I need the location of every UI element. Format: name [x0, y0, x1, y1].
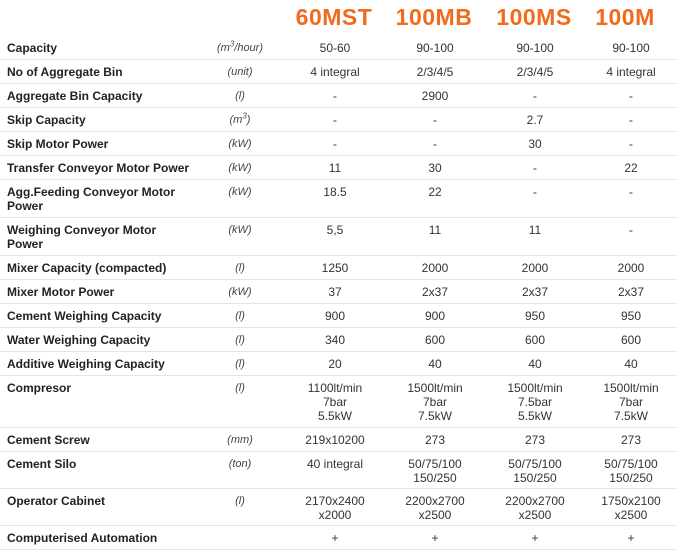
spec-unit [195, 489, 285, 526]
table-row [0, 36, 677, 60]
spec-value-100ms: - [485, 156, 585, 180]
spec-value-60mst: 18.5 [285, 180, 385, 218]
spec-unit [195, 218, 285, 256]
spec-value-100mb: 1500lt/min 7bar 7.5kW [385, 376, 485, 428]
spec-unit [195, 428, 285, 452]
spec-name: Agg.Feeding Conveyor Motor Power [0, 180, 195, 218]
unit-superscript: 3 [229, 39, 235, 49]
unit-suffix: /hour) [234, 42, 264, 54]
spec-value-100ms: 2/3/4/5 [485, 60, 585, 84]
spec-value-100mb: 90-100 [385, 36, 485, 60]
unit-prefix: (kW) [228, 224, 252, 236]
spec-value-100mb: 30 [385, 156, 485, 180]
spec-value-60mst: 40 integral [285, 452, 385, 489]
unit-prefix: (kW) [228, 186, 252, 198]
spec-name: Weighing Conveyor Motor Power [0, 218, 195, 256]
spec-value-100m: 950 [585, 304, 677, 328]
spec-unit [195, 256, 285, 280]
spec-name: Operator Cabinet [0, 489, 195, 526]
spec-name: Mixer Capacity (compacted) [0, 256, 195, 280]
spec-value-100ms: 2000 [485, 256, 585, 280]
spec-value-100ms: 50/75/100 150/250 [485, 452, 585, 489]
spec-value-100ms: 1500lt/min 7.5bar 5.5kW [485, 376, 585, 428]
spec-name: Capacity [0, 36, 195, 60]
spec-value-60mst: 340 [285, 328, 385, 352]
spec-value-100ms: 2200x2700 x2500 [485, 489, 585, 526]
spec-unit [195, 452, 285, 489]
spec-value-60mst: + [285, 526, 385, 550]
table-row [0, 132, 677, 156]
spec-value-100mb: 22 [385, 180, 485, 218]
spec-value-100m: 90-100 [585, 36, 677, 60]
spec-value-100mb: 2200x2700 x2500 [385, 489, 485, 526]
model-header-100mb: 100MB [395, 4, 473, 30]
spec-value-100mb: 11 [385, 218, 485, 256]
spec-value-60mst: 2170x2400 x2000 [285, 489, 385, 526]
spec-value-100m: 1500lt/min 7bar 7.5kW [585, 376, 677, 428]
table-row [0, 328, 677, 352]
spec-name: Computerised Automation [0, 526, 195, 550]
spec-unit [195, 36, 285, 60]
spec-name: Skip Capacity [0, 108, 195, 132]
spec-value-100m: 1750x2100 x2500 [585, 489, 677, 526]
spec-value-100ms: 40 [485, 352, 585, 376]
table-row [0, 180, 677, 218]
spec-value-100mb: 40 [385, 352, 485, 376]
table-row [0, 108, 677, 132]
unit-prefix: (unit) [227, 66, 253, 78]
table-row [0, 526, 677, 550]
spec-value-100m: 50/75/100 150/250 [585, 452, 677, 489]
spec-value-100mb: 2000 [385, 256, 485, 280]
spec-value-100m: 2000 [585, 256, 677, 280]
spec-table [0, 36, 677, 550]
spec-name: Skip Motor Power [0, 132, 195, 156]
table-row [0, 352, 677, 376]
spec-name: Cement Silo [0, 452, 195, 489]
spec-value-100ms: 90-100 [485, 36, 585, 60]
spec-value-100ms: + [485, 526, 585, 550]
spec-value-60mst: 11 [285, 156, 385, 180]
spec-value-100mb: 2/3/4/5 [385, 60, 485, 84]
spec-value-100mb: + [385, 526, 485, 550]
spec-unit [195, 280, 285, 304]
spec-value-100mb: - [385, 132, 485, 156]
unit-prefix: (mm) [227, 434, 253, 446]
spec-value-100ms: 30 [485, 132, 585, 156]
spec-unit [195, 60, 285, 84]
spec-unit [195, 156, 285, 180]
spec-value-100m: 2x37 [585, 280, 677, 304]
spec-name: No of Aggregate Bin [0, 60, 195, 84]
spec-name: Aggregate Bin Capacity [0, 84, 195, 108]
table-row [0, 304, 677, 328]
spec-value-60mst: - [285, 84, 385, 108]
spec-unit [195, 304, 285, 328]
model-header-100ms: 100MS [496, 4, 572, 30]
spec-name: Cement Screw [0, 428, 195, 452]
spec-value-100mb: 600 [385, 328, 485, 352]
table-row [0, 489, 677, 526]
model-headers [0, 0, 677, 34]
spec-value-60mst: - [285, 132, 385, 156]
spec-value-100ms: 2x37 [485, 280, 585, 304]
spec-value-100m: + [585, 526, 677, 550]
spec-value-100mb: 900 [385, 304, 485, 328]
table-row [0, 218, 677, 256]
unit-prefix: (kW) [228, 138, 252, 150]
spec-value-60mst: 4 integral [285, 60, 385, 84]
table-row [0, 280, 677, 304]
spec-name: Mixer Motor Power [0, 280, 195, 304]
spec-unit [195, 108, 285, 132]
spec-value-100ms: - [485, 180, 585, 218]
spec-unit [195, 328, 285, 352]
unit-prefix: (l) [235, 90, 245, 102]
unit-prefix: (l) [235, 262, 245, 274]
spec-unit [195, 84, 285, 108]
unit-prefix: (ton) [228, 458, 252, 470]
table-row [0, 452, 677, 489]
unit-prefix: (l) [235, 334, 245, 346]
unit-suffix: ) [246, 114, 251, 126]
spec-unit [195, 132, 285, 156]
unit-prefix: (m [229, 114, 243, 126]
spec-value-60mst: 20 [285, 352, 385, 376]
unit-prefix: (l) [235, 382, 245, 394]
spec-value-60mst: 5,5 [285, 218, 385, 256]
model-header-60mst: 60MST [295, 4, 373, 30]
spec-value-100m: - [585, 132, 677, 156]
spec-name: Water Weighing Capacity [0, 328, 195, 352]
unit-prefix: (l) [235, 495, 245, 507]
table-row [0, 84, 677, 108]
spec-unit [195, 180, 285, 218]
spec-name: Compresor [0, 376, 195, 428]
spec-name: Transfer Conveyor Motor Power [0, 156, 195, 180]
spec-value-100ms: 273 [485, 428, 585, 452]
spec-value-100m: 4 integral [585, 60, 677, 84]
table-row [0, 376, 677, 428]
spec-value-100m: 273 [585, 428, 677, 452]
spec-value-60mst: 1100lt/min 7bar 5.5kW [285, 376, 385, 428]
spec-value-100ms: 600 [485, 328, 585, 352]
table-row [0, 256, 677, 280]
model-header-100m: 100M [595, 4, 655, 30]
spec-unit [195, 376, 285, 428]
spec-value-100m: - [585, 218, 677, 256]
unit-prefix: (l) [235, 358, 245, 370]
spec-unit [195, 526, 285, 550]
spec-value-100mb: 50/75/100 150/250 [385, 452, 485, 489]
spec-value-60mst: 1250 [285, 256, 385, 280]
unit-prefix: (kW) [228, 286, 252, 298]
table-row [0, 428, 677, 452]
spec-value-100mb: 2900 [385, 84, 485, 108]
spec-value-100m: 600 [585, 328, 677, 352]
spec-value-100m: - [585, 84, 677, 108]
spec-name: Additive Weighing Capacity [0, 352, 195, 376]
spec-value-100ms: - [485, 84, 585, 108]
table-row [0, 60, 677, 84]
spec-value-100ms: 2.7 [485, 108, 585, 132]
spec-value-60mst: 37 [285, 280, 385, 304]
spec-value-100m: - [585, 108, 677, 132]
spec-value-100mb: - [385, 108, 485, 132]
table-row [0, 156, 677, 180]
unit-superscript: 3 [242, 111, 247, 121]
spec-value-60mst: 50-60 [285, 36, 385, 60]
spec-value-100mb: 2x37 [385, 280, 485, 304]
unit-prefix: (kW) [228, 162, 252, 174]
spec-value-100mb: 273 [385, 428, 485, 452]
spec-unit [195, 352, 285, 376]
spec-value-60mst: - [285, 108, 385, 132]
spec-value-60mst: 900 [285, 304, 385, 328]
spec-value-60mst: 219x10200 [285, 428, 385, 452]
unit-prefix: (l) [235, 310, 245, 322]
spec-value-100ms: 11 [485, 218, 585, 256]
spec-value-100m: - [585, 180, 677, 218]
spec-name: Cement Weighing Capacity [0, 304, 195, 328]
spec-value-100m: 40 [585, 352, 677, 376]
spec-value-100m: 22 [585, 156, 677, 180]
unit-prefix: (m [216, 42, 230, 54]
spec-value-100ms: 950 [485, 304, 585, 328]
